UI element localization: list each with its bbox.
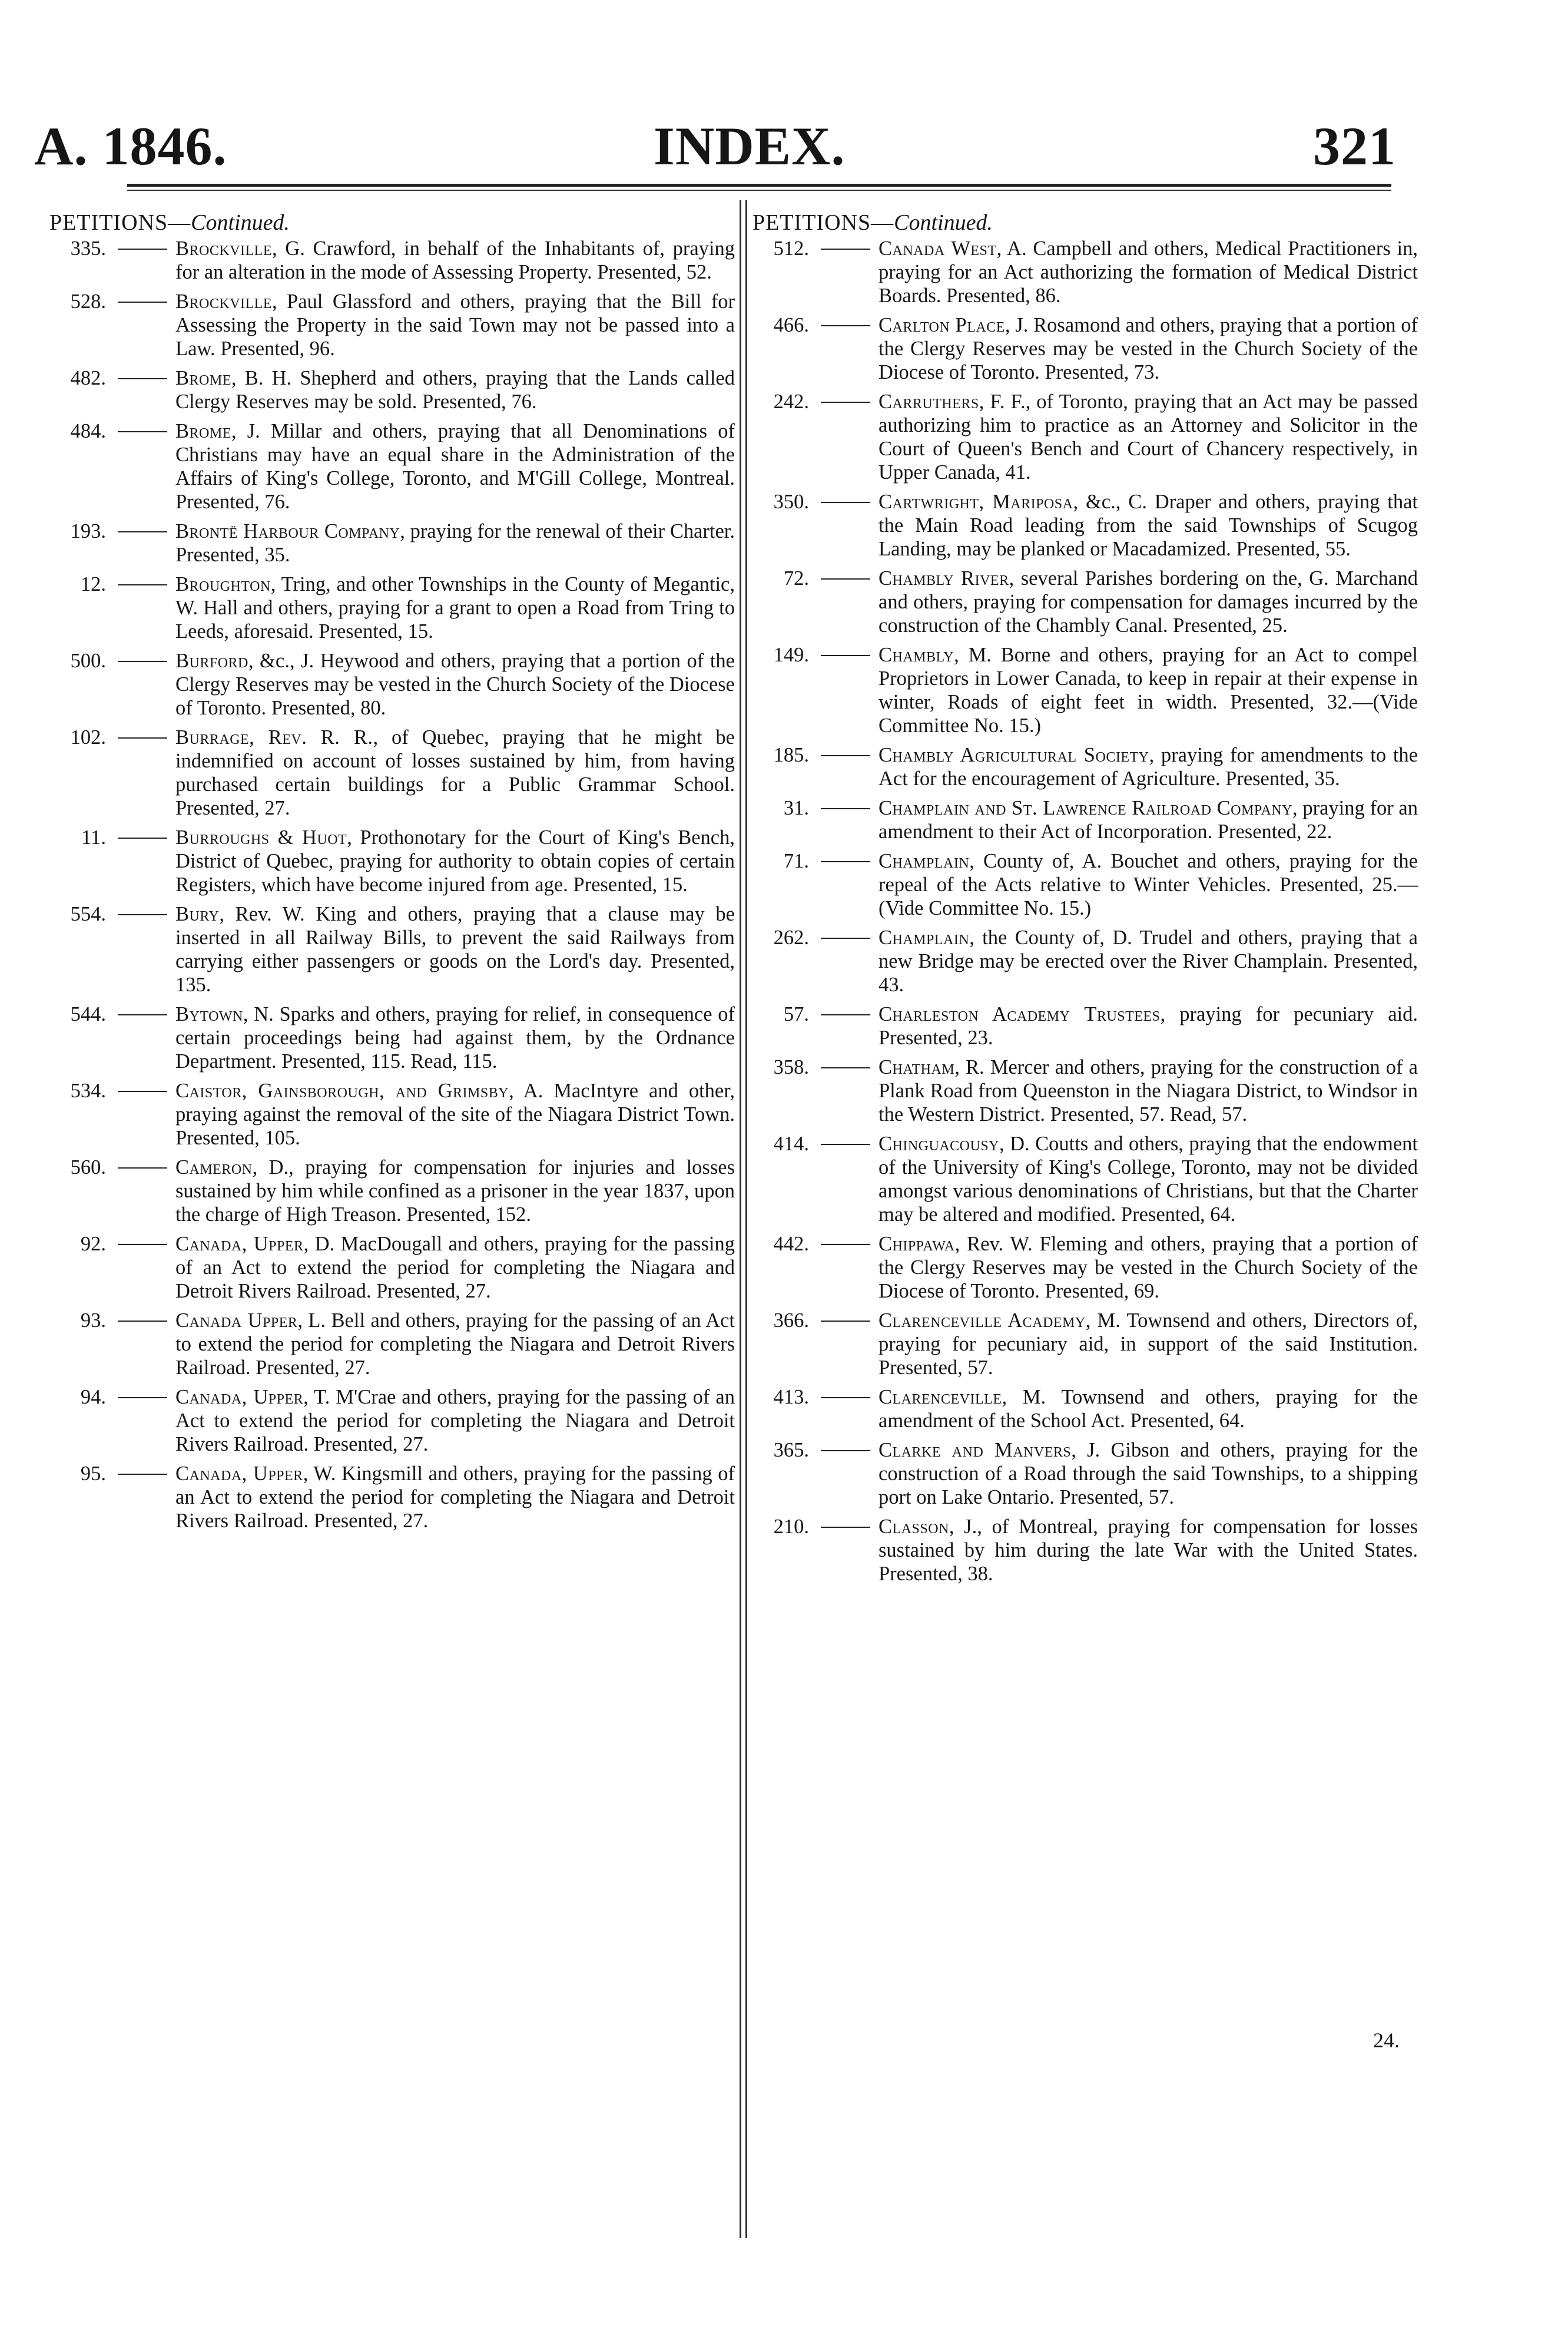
entry-dash: [111, 572, 175, 643]
index-entry: [752, 1002, 1418, 1050]
entry-heading: Classon: [879, 1515, 949, 1538]
left-column: [49, 210, 735, 1538]
entry-number: 414.: [773, 1133, 809, 1155]
index-entry: [49, 419, 735, 514]
entry-text: [175, 649, 735, 720]
section-heading: [752, 210, 1418, 236]
entry-number: 242.: [773, 390, 809, 413]
right-entry-list: [752, 237, 1418, 1586]
entry-dash: [814, 490, 879, 561]
entry-dash: [814, 1132, 879, 1226]
index-entry: [752, 1309, 1418, 1379]
entry-text: [175, 572, 735, 643]
index-entry: [49, 290, 735, 360]
index-entry: [752, 743, 1418, 790]
entry-number: 94.: [80, 1386, 106, 1408]
entry-dash: [814, 926, 879, 997]
entry-text: [879, 743, 1418, 790]
entry-body: , W. Kingsmill and others, praying for the passing of an Act to extend the period for completing the Niagara and Detroit Rivers Railroad. Presented, 27.: [175, 1462, 735, 1532]
entry-number: 262.: [773, 926, 809, 949]
entry-number: 335.: [70, 237, 106, 260]
index-entry: [752, 643, 1418, 737]
entry-body: , D. MacDougall and others, praying for the passing of an Act to extend the period for completing the Niagara and Detroit Rivers Railroad. Presented, 27.: [175, 1233, 735, 1302]
entry-number: 11.: [81, 826, 106, 849]
entry-text: [879, 490, 1418, 561]
entry-text: [879, 849, 1418, 920]
entry-number: 482.: [70, 367, 106, 389]
right-column: [752, 210, 1418, 1591]
entry-heading: Brome: [175, 367, 231, 389]
entry-number: 102.: [70, 726, 106, 749]
entry-text: [879, 1232, 1418, 1303]
entry-heading: Canada, Upper: [175, 1233, 304, 1255]
entry-heading: Brockville: [175, 237, 272, 260]
entry-number: 544.: [70, 1003, 106, 1025]
entry-dash: [814, 313, 879, 384]
entry-heading: Carlton Place: [879, 314, 1005, 336]
entry-heading: Broughton: [175, 573, 271, 595]
index-entry: [752, 390, 1418, 484]
index-entry: [49, 826, 735, 896]
entry-body: , &c., C. Draper and others, praying that the Main Road leading from the said Townships of Scugog Landing, may be planked or Macadamized. Presented, 55.: [879, 491, 1418, 560]
entry-dash: [111, 290, 175, 360]
entry-heading: Canada Upper: [175, 1309, 298, 1332]
entry-number: 350.: [773, 491, 809, 513]
entry-body: , Prothonotary for the Court of King's Bench, District of Quebec, praying for authority to obtain copies of certain Registers, which have become injured from age. Presented, 15.: [175, 826, 735, 896]
entry-body: , praying for amendments to the Act for the encouragement of Agriculture. Presented, 35.: [879, 744, 1418, 790]
index-entry: [752, 490, 1418, 561]
entry-number: 93.: [80, 1309, 106, 1332]
entry-body: , J. Gibson and others, praying for the construction of a Road through the said Townships, to a shipping port on Lake Ontario. Presented, 57.: [879, 1439, 1418, 1508]
entry-text: [175, 519, 735, 567]
entry-body: , R. Mercer and others, praying for the construction of a Plank Road from Queenston in the Niagara District, to Windsor in the Western District. Presented, 57. Read, 57.: [879, 1056, 1418, 1126]
entry-body: , praying for pecuniary aid. Presented, 23.: [879, 1003, 1418, 1049]
entry-dash: [814, 1002, 879, 1050]
entry-body: , Paul Glassford and others, praying that the Bill for Assessing the Property in the said Town may not be passed into a Law. Presented, 96.: [175, 290, 735, 360]
entry-heading: Bury: [175, 903, 220, 925]
entry-text: [879, 390, 1418, 484]
entry-number: 57.: [783, 1003, 809, 1025]
entry-number: 185.: [773, 744, 809, 766]
entry-heading: Chippawa: [879, 1233, 955, 1255]
entry-text: [175, 826, 735, 896]
entry-body: , J. Millar and others, praying that all Denominations of Christians may have an equal share in the Administration of the Affairs of King's College, Toronto, and M'Gill College, Montreal. Presented, 76.: [175, 420, 735, 513]
index-entry: [49, 902, 735, 997]
entry-text: [175, 237, 735, 284]
entry-text: [879, 926, 1418, 997]
entry-dash: [814, 796, 879, 843]
entry-dash: [814, 743, 879, 790]
entry-body: , L. Bell and others, praying for the passing of an Act to extend the period for completing the Niagara and Detroit Rivers Railroad. Presented, 27.: [175, 1309, 735, 1379]
entry-dash: [111, 649, 175, 720]
entry-dash: [111, 366, 175, 413]
entry-heading: Burford: [175, 650, 248, 672]
header-title: INDEX.: [654, 116, 846, 176]
entry-number: 534.: [70, 1080, 106, 1102]
entry-number: 500.: [70, 650, 106, 672]
entry-body: , A. Campbell and others, Medical Practitioners in, praying for an Act authorizing the formation of Medical District Boards. Presented, 86.: [879, 237, 1418, 307]
index-entry: [49, 649, 735, 720]
entry-body: , praying for an amendment to their Act of Incorporation. Presented, 22.: [879, 797, 1418, 843]
entry-text: [879, 567, 1418, 637]
entry-body: , N. Sparks and others, praying for relief, in consequence of certain proceedings being had against them, by the Ordnance Department. Presented, 115. Read, 115.: [175, 1003, 735, 1073]
entry-number: 560.: [70, 1156, 106, 1179]
entry-heading: Clarenceville: [879, 1386, 1002, 1408]
entry-number: 484.: [70, 420, 106, 442]
entry-text: [879, 1002, 1418, 1050]
index-entry: [49, 1385, 735, 1456]
entry-number: 92.: [80, 1233, 106, 1255]
entry-number: 442.: [773, 1233, 809, 1255]
entry-heading: Canada, Upper: [175, 1386, 304, 1408]
entry-text: [175, 726, 735, 820]
entry-text: [175, 290, 735, 360]
index-entry: [752, 926, 1418, 997]
entry-heading: Canada, Upper: [175, 1462, 303, 1485]
entry-number: 72.: [783, 567, 809, 590]
entry-text: [879, 1132, 1418, 1226]
entry-body: , D., praying for compensation for injuries and losses sustained by him while confined as a prisoner in the year 1837, upon the charge of High Treason. Presented, 152.: [175, 1156, 735, 1226]
entry-number: 528.: [70, 290, 106, 313]
index-entry: [49, 1232, 735, 1303]
entry-heading: Charleston Academy Trustees: [879, 1003, 1161, 1025]
entry-heading: Chambly Agricultural Society: [879, 744, 1149, 766]
entry-dash: [814, 1309, 879, 1379]
entry-text: [879, 1309, 1418, 1379]
index-entry: [49, 1156, 735, 1226]
entry-text: [175, 1156, 735, 1226]
entry-body: , T. M'Crae and others, praying for the passing of an Act to extend the period for completing the Niagara and Detroit Rivers Railroad. Presented, 27.: [175, 1386, 735, 1455]
entry-body: , J., of Montreal, praying for compensation for losses sustained by him during the late War with the United States. Presented, 38.: [879, 1515, 1418, 1585]
entry-number: 366.: [773, 1309, 809, 1332]
index-entry: [49, 1309, 735, 1379]
entry-text: [175, 1309, 735, 1379]
entry-text: [175, 1079, 735, 1150]
entry-number: 31.: [783, 797, 809, 819]
entry-number: 554.: [70, 903, 106, 925]
entry-body: , B. H. Shepherd and others, praying that the Lands called Clergy Reserves may be sold. Presented, 76.: [175, 367, 735, 413]
entry-body: , D. Coutts and others, praying that the endowment of the University of King's College, Toronto, may not be divided amongst various denominations of Christians, but that the Charter may be altered and modified. Presented, 64.: [879, 1133, 1418, 1226]
index-entry: [49, 1079, 735, 1150]
entry-number: 193.: [70, 520, 106, 542]
entry-text: [879, 796, 1418, 843]
entry-number: 358.: [773, 1056, 809, 1078]
entry-heading: Carruthers: [879, 390, 979, 413]
entry-dash: [111, 1002, 175, 1073]
entry-text: [879, 1515, 1418, 1586]
entry-dash: [814, 567, 879, 637]
signature-mark: 24.: [1373, 2028, 1400, 2052]
entry-heading: Cartwright, Mariposa: [879, 491, 1073, 513]
entry-body: , M. Townsend and others, Directors of, praying for pecuniary aid, in support of the said Institution. Presented, 57.: [879, 1309, 1418, 1379]
index-entry: [752, 1385, 1418, 1432]
index-entry: [752, 1132, 1418, 1226]
entry-number: 12.: [80, 573, 106, 595]
entry-text: [879, 1438, 1418, 1509]
entry-dash: [111, 1156, 175, 1226]
entry-text: [879, 313, 1418, 384]
entry-number: 466.: [773, 314, 809, 336]
entry-body: , County of, A. Bouchet and others, praying for the repeal of the Acts relative to Winter Vehicles. Presented, 25.—(Vide Committee No. 15.): [879, 850, 1418, 919]
entry-dash: [814, 390, 879, 484]
entry-heading: Chambly River: [879, 567, 1009, 590]
entry-body: , Rev. W. King and others, praying that a clause may be inserted in all Railway Bills, to prevent the said Railways from carrying either passengers or goods on the Lord's day. Presented, 135.: [175, 903, 735, 996]
index-entry: [752, 1438, 1418, 1509]
entry-dash: [814, 1385, 879, 1432]
entry-text: [879, 1055, 1418, 1126]
entry-dash: [814, 1055, 879, 1126]
entry-dash: [111, 1462, 175, 1533]
entry-number: 512.: [773, 237, 809, 260]
entry-heading: Champlain: [879, 926, 970, 949]
entry-dash: [814, 1232, 879, 1303]
entry-heading: Cameron: [175, 1156, 253, 1179]
index-entry: [49, 1462, 735, 1533]
entry-heading: Clarke and Manvers: [879, 1439, 1072, 1461]
entry-body: , &c., J. Heywood and others, praying that a portion of the Clergy Reserves may be vested in the Church Society of the Diocese of Toronto. Presented, 80.: [175, 650, 735, 719]
left-entry-list: [49, 237, 735, 1533]
entry-text: [879, 643, 1418, 737]
column-divider-right: [745, 200, 747, 2238]
entry-heading: Chinguacousy: [879, 1133, 1000, 1155]
entry-heading: Clarenceville Academy: [879, 1309, 1086, 1332]
index-entry: [752, 1515, 1418, 1586]
index-entry: [49, 237, 735, 284]
index-entry: [49, 726, 735, 820]
entry-body: , of Quebec, praying that he might be indemnified on account of losses sustained by him, from having purchased certain buildings for a Public Grammar School. Presented, 27.: [175, 726, 735, 819]
entry-dash: [111, 1232, 175, 1303]
entry-heading: Chambly: [879, 644, 954, 666]
header-page-number: 321: [1313, 116, 1396, 176]
entry-heading: Champlain: [879, 850, 970, 872]
entry-dash: [111, 237, 175, 284]
entry-body: , Rev. W. Fleming and others, praying that a portion of the Clergy Reserves may be vested in the Church Society of the Diocese of Toronto. Presented, 69.: [879, 1233, 1418, 1302]
entry-heading: Bytown: [175, 1003, 243, 1025]
entry-dash: [111, 902, 175, 997]
index-entry: [49, 519, 735, 567]
entry-text: [175, 366, 735, 413]
entry-body: , several Parishes bordering on the, G. Marchand and others, praying for compensation for damages incurred by the construction of the Chambly Canal. Presented, 25.: [879, 567, 1418, 637]
section-heading: [49, 210, 735, 236]
entry-dash: [814, 1438, 879, 1509]
entry-body: , J. Rosamond and others, praying that a portion of the Clergy Reserves may be vested in the Church Society of the Diocese of Toronto. Presented, 73.: [879, 314, 1418, 383]
section-continued: Continued.: [894, 210, 993, 235]
index-entry: [49, 1002, 735, 1073]
index-entry: [752, 567, 1418, 637]
entry-heading: Champlain and St. Lawrence Railroad Company: [879, 797, 1292, 819]
entry-number: 413.: [773, 1386, 809, 1408]
header-rule-thick: [127, 184, 1391, 187]
entry-heading: Brome: [175, 420, 231, 442]
entry-dash: [111, 1079, 175, 1150]
entry-heading: Brockville: [175, 290, 272, 313]
entry-dash: [814, 643, 879, 737]
entry-dash: [814, 849, 879, 920]
entry-dash: [111, 1309, 175, 1379]
entry-text: [879, 237, 1418, 307]
entry-heading: Chatham: [879, 1056, 955, 1078]
header-session: A. 1846.: [34, 116, 227, 176]
entry-dash: [814, 1515, 879, 1586]
index-entry: [752, 237, 1418, 307]
entry-text: [175, 1462, 735, 1533]
index-entry: [49, 366, 735, 413]
index-entry: [752, 1232, 1418, 1303]
entry-text: [879, 1385, 1418, 1432]
entry-body: , F. F., of Toronto, praying that an Act may be passed authorizing him to practice as an Attorney and Solicitor in the Court of Queen's Bench and Court of Chancery respectively, in Upper Canada, 41.: [879, 390, 1418, 484]
entry-number: 365.: [773, 1439, 809, 1461]
entry-number: 71.: [783, 850, 809, 872]
entry-heading: Burroughs & Huot: [175, 826, 347, 849]
entry-number: 95.: [80, 1462, 106, 1485]
entry-text: [175, 902, 735, 997]
index-entry: [752, 796, 1418, 843]
section-continued: Continued.: [191, 210, 290, 235]
entry-dash: [111, 1385, 175, 1456]
entry-body: , the County of, D. Trudel and others, praying that a new Bridge may be erected over the River Champlain. Presented, 43.: [879, 926, 1418, 996]
entry-body: , praying for the renewal of their Charter. Presented, 35.: [175, 520, 735, 566]
index-entry: [752, 1055, 1418, 1126]
entry-heading: Burrage, Rev. R. R.: [175, 726, 373, 749]
entry-body: , Tring, and other Townships in the County of Megantic, W. Hall and others, praying for a grant to open a Road from Tring to Leeds, aforesaid. Presented, 15.: [175, 573, 735, 643]
index-entry: [49, 572, 735, 643]
entry-body: , M. Townsend and others, praying for the amendment of the School Act. Presented, 64.: [879, 1386, 1418, 1432]
entry-text: [175, 1385, 735, 1456]
section-title: PETITIONS—: [752, 210, 894, 235]
entry-body: , M. Borne and others, praying for an Act to compel Proprietors in Lower Canada, to keep in repair at their expense in winter, Roads of eight feet in width. Presented, 32.—(Vide Committee No. 15.): [879, 644, 1418, 737]
entry-text: [175, 1002, 735, 1073]
entry-heading: Brontë Harbour Company: [175, 520, 400, 542]
entry-heading: Caistor, Gainsborough, and Grimsby: [175, 1080, 509, 1102]
column-divider-left: [740, 200, 741, 2238]
entry-text: [175, 1232, 735, 1303]
entry-number: 149.: [773, 644, 809, 666]
index-entry: [752, 313, 1418, 384]
entry-heading: Canada West: [879, 237, 997, 260]
index-entry: [752, 849, 1418, 920]
section-title: PETITIONS—: [49, 210, 191, 235]
entry-body: , G. Crawford, in behalf of the Inhabitants of, praying for an alteration in the mode of Assessing Property. Presented, 52.: [175, 237, 735, 283]
entry-text: [175, 419, 735, 514]
entry-dash: [814, 237, 879, 307]
entry-dash: [111, 419, 175, 514]
entry-body: , A. MacIntyre and other, praying against the removal of the site of the Niagara District Town. Presented, 105.: [175, 1080, 735, 1149]
entry-dash: [111, 826, 175, 896]
entry-dash: [111, 519, 175, 567]
header-rule-thin: [127, 190, 1391, 191]
entry-number: 210.: [773, 1515, 809, 1538]
entry-dash: [111, 726, 175, 820]
